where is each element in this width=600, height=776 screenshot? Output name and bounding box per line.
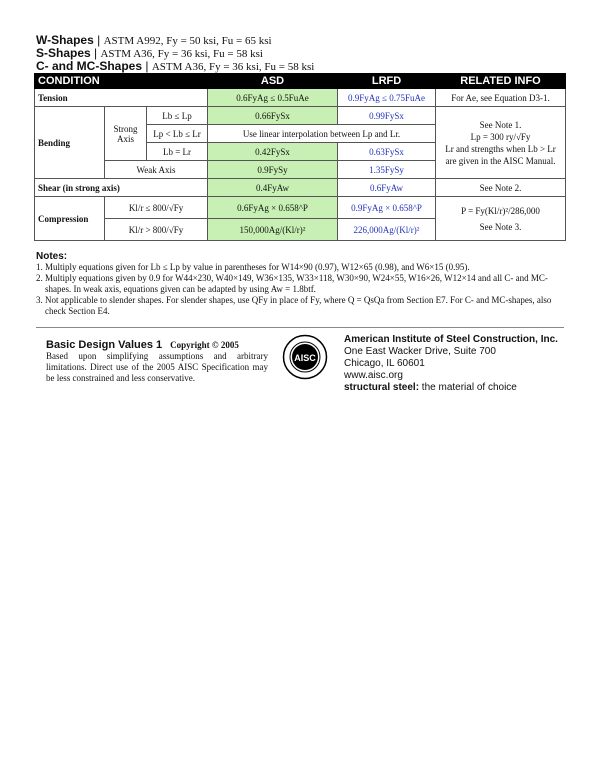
bending-cond-3: Lb = Lr — [147, 143, 208, 161]
compression-lrfd-2: 226,000Ag/(Kl/r)² — [338, 219, 436, 241]
bending-info-1: See Note 1. — [479, 119, 522, 130]
table-header-row — [35, 74, 566, 89]
bending-lrfd-weak: 1.35FySy — [338, 161, 436, 179]
bending-lrfd-3: 0.63FySx — [338, 143, 436, 161]
basic-design-values-block — [46, 340, 268, 384]
aisc-contact-block — [344, 334, 558, 394]
tension-row — [35, 89, 566, 107]
aisc-logo-text: AISC — [294, 353, 316, 363]
strong-axis-label: Strong Axis — [105, 107, 147, 161]
c-shapes-line: C- and MC-Shapes | ASTM A36, Fy = 36 ksi, Fu = 58 ksi — [36, 59, 315, 73]
address-line-2: Chicago, IL 60601 — [344, 358, 425, 369]
bending-info — [436, 107, 566, 179]
weak-axis-label: Weak Axis — [105, 161, 208, 179]
compression-cond-1: Kl/r ≤ 800/√Fy — [105, 197, 208, 219]
compression-info-2: See Note 3. — [479, 221, 522, 232]
bending-info-3: Lr and strengths when Lb > Lr are given in the AISC Manual. — [445, 143, 556, 166]
bending-row-1 — [35, 107, 566, 125]
w-shapes-spec: ASTM A992, Fy = 50 ksi, Fu = 65 ksi — [103, 35, 272, 47]
c-shapes-title: C- and MC-Shapes — [36, 59, 143, 73]
website-link[interactable]: www.aisc.org — [344, 370, 403, 381]
shear-label: Shear (in strong axis) — [35, 179, 208, 197]
shear-info: See Note 2. — [436, 179, 566, 197]
tension-label: Tension — [35, 89, 208, 107]
tagline-rest: the material of choice — [419, 382, 517, 393]
compression-info — [436, 197, 566, 241]
design-values-table — [34, 73, 566, 241]
notes-section — [36, 251, 564, 317]
bending-lrfd-1: 0.99FySx — [338, 107, 436, 125]
s-shapes-spec: ASTM A36, Fy = 36 ksi, Fu = 58 ksi — [100, 48, 263, 60]
bending-asd-weak: 0.9FySy — [208, 161, 338, 179]
tension-asd: 0.6FyAg ≤ 0.5FuAe — [208, 89, 338, 107]
s-shapes-line: S-Shapes | ASTM A36, Fy = 36 ksi, Fu = 58 ksi — [36, 46, 263, 60]
shear-row — [35, 179, 566, 197]
aisc-logo-icon — [282, 334, 328, 380]
footer-divider — [36, 327, 564, 328]
lrfd-header: LRFD — [338, 74, 436, 89]
note-2: 2. Multiply equations given by 0.9 for W44×230, W40×149, W36×135, W33×118, W30×90, W24×55, W16×26, W12×14 and all C- and MC-shapes. In weak axis, equations given can be adapted by using Aw = 1.8btf. — [36, 273, 548, 294]
note-1: 1. Multiply equations given for Lb ≤ Lp by value in parentheses for W14×90 (0.97), W12×65 (0.98), and W6×15 (0.95). — [36, 262, 470, 272]
shear-asd: 0.4FyAw — [208, 179, 338, 197]
shear-lrfd: 0.6FyAw — [338, 179, 436, 197]
note-3: 3. Not applicable to slender shapes. For slender shapes, use QFy in place of Fy, where Q = QsQa from Section E7. For C- and MC-shapes, also check Section E4. — [36, 295, 552, 316]
related-info-header: RELATED INFO — [436, 74, 566, 89]
compression-asd-1: 0.6FyAg × 0.658^P — [208, 197, 338, 219]
compression-cond-2: Kl/r > 800/√Fy — [105, 219, 208, 241]
compression-lrfd-1: 0.9FyAg × 0.658^P — [338, 197, 436, 219]
footer-copyright: Copyright © 2005 — [170, 340, 239, 350]
tension-lrfd: 0.9FyAg ≤ 0.75FuAe — [338, 89, 436, 107]
tagline-bold: structural steel: — [344, 382, 420, 393]
bending-interp: Use linear interpolation between Lp and Lr. — [208, 125, 436, 143]
compression-asd-2: 150,000Ag/(Kl/r)² — [208, 219, 338, 241]
bending-asd-1: 0.66FySx — [208, 107, 338, 125]
notes-title: Notes: — [36, 251, 68, 262]
tagline — [344, 382, 558, 394]
compression-label: Compression — [35, 197, 105, 241]
w-shapes-line: W-Shapes | ASTM A992, Fy = 50 ksi, Fu = 65 ksi — [36, 33, 272, 47]
bending-info-2: Lp = 300 ry/√Fy — [470, 131, 531, 142]
w-shapes-title: W-Shapes — [36, 33, 94, 47]
compression-row-1 — [35, 197, 566, 219]
c-shapes-spec: ASTM A36, Fy = 36 ksi, Fu = 58 ksi — [151, 61, 315, 73]
compression-info-1: P = Fy(Kl/r)²/286,000 — [461, 205, 540, 216]
s-shapes-title: S-Shapes — [36, 46, 91, 60]
footer-description: Based upon simplifying assumptions and arbitrary limitations. Direct use of the 2005 AISC Specification may be less constrained and less conservative. — [46, 351, 268, 383]
bending-asd-3: 0.42FySx — [208, 143, 338, 161]
bending-cond-1: Lb ≤ Lp — [147, 107, 208, 125]
bending-label: Bending — [35, 107, 105, 179]
bending-cond-2: Lp < Lb ≤ Lr — [147, 125, 208, 143]
address-line-1: One East Wacker Drive, Suite 700 — [344, 346, 496, 357]
footer-title: Basic Design Values 1 — [46, 339, 163, 351]
condition-header: CONDITION — [35, 74, 208, 89]
tension-info: For Ae, see Equation D3-1. — [436, 89, 566, 107]
asd-header: ASD — [208, 74, 338, 89]
org-name: American Institute of Steel Construction, Inc. — [344, 334, 558, 345]
